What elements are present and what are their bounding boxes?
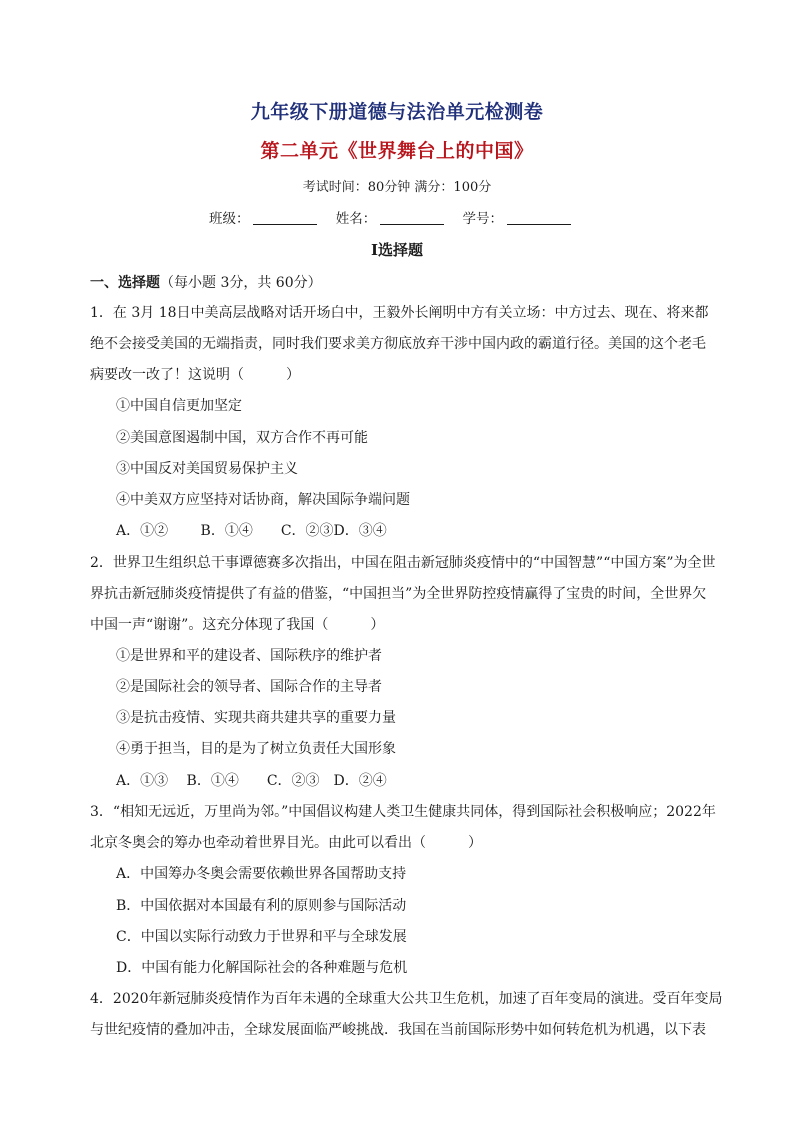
statement-item: ③中国反对美国贸易保护主义 [116,461,298,477]
question-line: 1．在 3月 18日中美高层战略对话开场白中，王毅外长阐明中方有关立场：中方过去、现在、将来都 [90,305,709,321]
class-label: 班级： [208,211,250,227]
section-heading: Ⅰ选择题 [370,241,424,259]
part-note: （每小题 3分，共 60分） [160,275,322,291]
question-line: 2．世界卫生组织总干事谭德赛多次指出，中国在阻击新冠肺炎疫情中的“中国智慧”“中国方案”为全世 [90,555,716,571]
exam-title: 九年级下册道德与法治单元检测卷 [250,101,544,123]
question-line: 病要改一改了！这说明（ ） [90,367,300,383]
question-line: 北京冬奥会的筹办也牵动着世界目光。由此可以看出（ ） [90,835,482,851]
answer-option: B．中国依据对本国最有利的原则参与国际活动 [116,898,407,914]
name-blank[interactable] [380,210,444,225]
statement-item: ②是国际社会的领导者、国际合作的主导者 [116,679,382,695]
id-label: 学号： [462,211,504,227]
question-line: 4．2020年新冠肺炎疫情作为百年未遇的全球重大公共卫生危机，加速了百年变局的演进。受百年变局 [90,991,723,1007]
question-line: 绝不会接受美国的无端指责，同时我们要求美方彻底放弃干涉中国内政的霸道行径。美国的这个老毛 [90,336,706,352]
statement-item: ③是抗击疫情、实现共商共建共享的重要力量 [116,710,396,726]
question-line: 界抗击新冠肺炎疫情提供了有益的借鉴，“中国担当”为全世界防控疫情赢得了宝贵的时间，全世界欠 [90,586,707,602]
statement-item: ④中美双方应坚持对话协商，解决国际争端问题 [116,492,410,508]
exam-meta: 考试时间：80分钟 满分：100分 [302,180,492,195]
id-blank[interactable] [507,210,571,225]
question-line: 中国一声“谢谢”。这充分体现了我国（ ） [90,617,385,633]
statement-item: ④勇于担当，目的是为了树立负责任大国形象 [116,741,396,757]
student-info-row [0,207,794,227]
name-label: 姓名： [335,211,377,227]
part-label: 一、选择题 [90,275,160,291]
answer-options: A．①② B．①④ C．②③D．③④ [116,523,387,539]
question-line: 3．“相知无远近，万里尚为邻。”中国倡议构建人类卫生健康共同体，得到国际社会积极响应；2022年 [90,804,716,820]
statement-item: ②美国意图遏制中国，双方合作不再可能 [116,430,368,446]
unit-subtitle: 第二单元《世界舞台上的中国》 [260,140,534,162]
answer-option: D．中国有能力化解国际社会的各种难题与危机 [116,960,408,976]
question-line: 与世纪疫情的叠加冲击，全球发展面临严峻挑战．我国在当前国际形势中如何转危机为机遇，以下表 [90,1022,706,1038]
statement-item: ①中国自信更加坚定 [116,398,242,414]
answer-option: C．中国以实际行动致力于世界和平与全球发展 [116,929,407,945]
class-blank[interactable] [253,210,317,225]
answer-options: A．①③ B．①④ C．②③ D．②④ [116,773,387,789]
part-heading [90,272,322,292]
answer-option: A．中国筹办冬奥会需要依赖世界各国帮助支持 [116,866,407,882]
statement-item: ①是世界和平的建设者、国际秩序的维护者 [116,648,382,664]
